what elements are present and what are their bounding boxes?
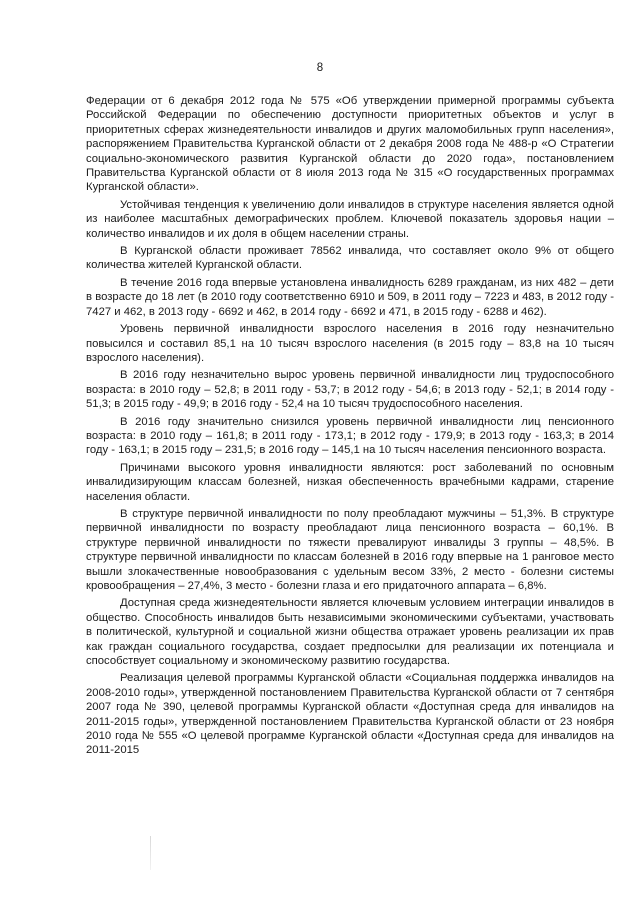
paragraph-2: Устойчивая тенденция к увеличению доли инвалидов в структуре населения является одной из наиболее масштабных демографических проблем. Ключевой показатель здоровья нации – количество инвалидов и их доля в общем населении страны. — [86, 198, 614, 240]
paragraph-3: В Курганской области проживает 78562 инвалида, что составляет около 9% от общего количества жителей Курганской области. — [86, 245, 614, 272]
paragraph-6: В 2016 году незначительно вырос уровень первичной инвалидности лиц трудоспособного возраста: в 2010 году – 52,8; в 2011 году - 53,7; в 2012 году - 54,6; в 2013 году - 52,1; в 2014 году - 51,3; в 2015 году - 49,9; в 2016 году - 52,4 на 10 тысяч трудоспособного населения. — [86, 369, 614, 411]
page-number: 8 — [316, 62, 324, 74]
paragraph-11: Реализация целевой программы Курганской области «Социальная поддержка инвалидов на 2008-2010 годы», утвержденной постановлением Правительства Курганской области от 7 сентября 2007 года № 390, целевой программы Курганской области «Доступная среда для инвалидов на 2011-2015 годы», утвержденной постановлением Правительства Курганской области от 23 ноября 2010 года № 555 «О целевой программе Курганской области «Доступная среда для инвалидов на 2011-2015 — [86, 672, 614, 757]
paragraph-1: Федерации от 6 декабря 2012 года № 575 «Об утверждении примерной программы субъекта Российской Федерации по обеспечению доступности приоритетных объектов и услуг в приоритетных сферах жизнедеятельности инвалидов и других маломобильных групп населения», распоряжением Правительства Курганской области от 2 декабря 2008 года № 488-р «О Стратегии социально-экономического развития Курганской области до 2020 года», постановлением Правительства Курганской области от 8 июля 2013 года № 315 «О государственных программах Курганской области». — [86, 95, 614, 194]
paragraph-9: В структуре первичной инвалидности по полу преобладают мужчины – 51,3%. В структуре первичной инвалидности по возрасту преобладают лица пенсионного возраста – 60,1%. В структуре первичной инвалидности по тяжести превалируют инвалиды 3 группы – 48,5%. В структуре первичной инвалидности по классам болезней в 2016 году впервые на 1 ранговое место вышли злокачественные новообразования с удельным весом 33%, 2 место - болезни системы кровообращения – 27,4%, 3 место - болезни глаза и его придаточного аппарата – 6,8%. — [86, 507, 614, 592]
paragraph-7: В 2016 году значительно снизился уровень первичной инвалидности лиц пенсионного возраста: в 2010 году – 161,8; в 2011 году - 173,1; в 2012 году - 179,9; в 2013 году - 163,3; в 2014 году - 163,1; в 2015 году – 231,5; в 2016 году – 145,1 на 10 тысяч населения пенсионного возраста. — [86, 415, 614, 457]
paragraph-5: Уровень первичной инвалидности взрослого населения в 2016 году незначительно повысился и составил 85,1 на 10 тысяч взрослого населения (в 2015 году – 83,8 на 10 тысяч взрослого населения). — [86, 323, 614, 364]
paragraph-10: Доступная среда жизнедеятельности является ключевым условием интеграции инвалидов в общество. Способность инвалидов быть независимыми экономическими субъектами, участвовать в политической, культурной и социальной жизни общества отражает уровень реализации их прав как граждан социального государства, создает предпосылки для реализации их потенциала и способствует социальному и экономическому развитию государства. — [86, 597, 614, 668]
document-body — [86, 94, 614, 761]
paragraph-8: Причинами высокого уровня инвалидности являются: рост заболеваний по основным инвалидизирующим классам болезней, низкая обеспеченность врачебными кадрами, старение населения области. — [86, 461, 614, 503]
scan-artifact — [150, 836, 151, 870]
paragraph-4: В течение 2016 года впервые установлена инвалидность 6289 гражданам, из них 482 – дети в возрасте до 18 лет (в 2010 году соответственно 6910 и 509, в 2011 году – 7223 и 483, в 2012 году - 7427 и 462, в 2013 году - 6692 и 462, в 2014 году - 6692 и 471, в 2015 году - 6288 и 462). — [86, 276, 614, 318]
